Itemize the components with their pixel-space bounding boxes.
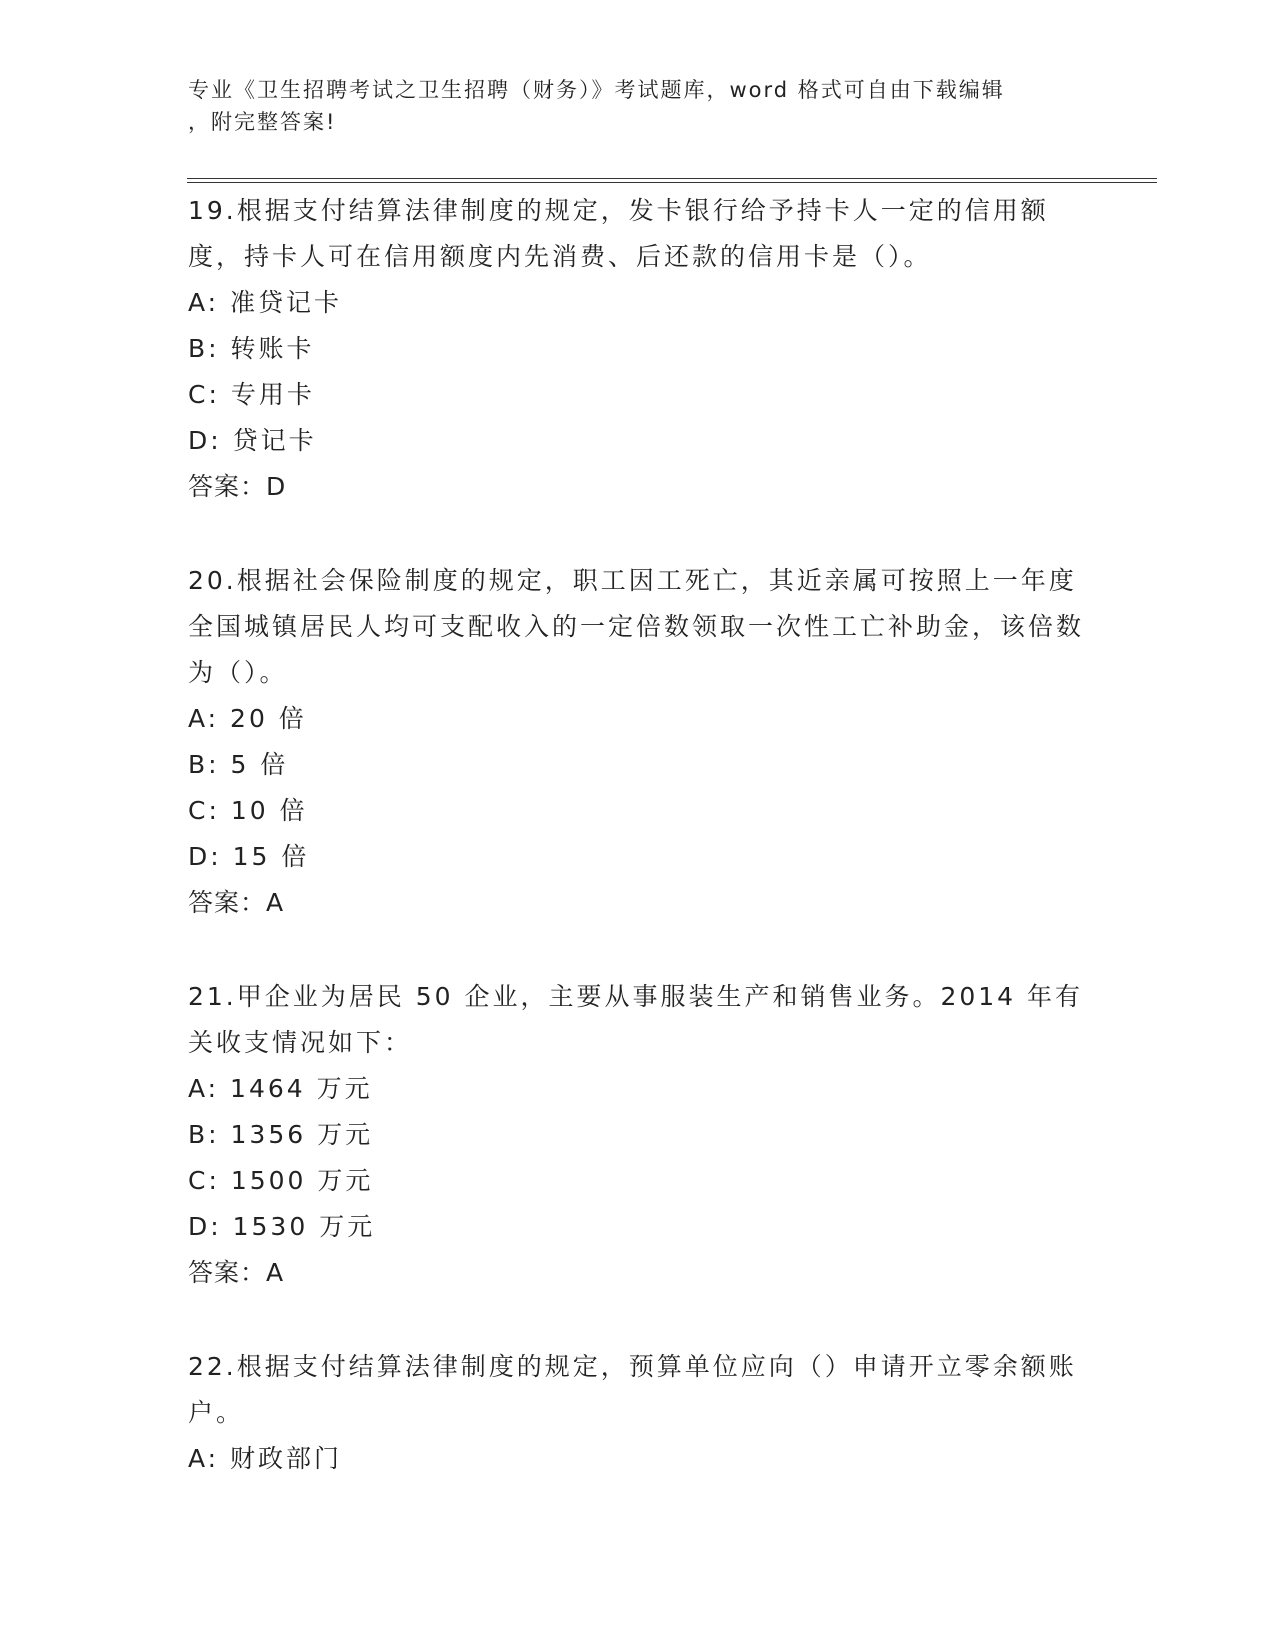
option-c: C: 专用卡 (188, 380, 315, 409)
option-a: A: 20 倍 (188, 704, 307, 733)
header-line-2: ，附完整答案! (188, 110, 337, 134)
option-a: A: 财政部门 (188, 1444, 343, 1473)
option-d: D: 15 倍 (188, 842, 310, 871)
answer-line: 答案：D (188, 472, 287, 501)
option-c: C: 1500 万元 (188, 1166, 374, 1195)
header-divider (187, 178, 1157, 183)
question-22 (188, 1344, 1088, 1482)
question-text: 19.根据支付结算法律制度的规定，发卡银行给予持卡人一定的信用额度，持卡人可在信用额度内先消费、后还款的信用卡是（）。 (188, 196, 1049, 271)
option-a: A: 1464 万元 (188, 1074, 373, 1103)
question-21 (188, 974, 1088, 1296)
option-a: A: 准贷记卡 (188, 288, 343, 317)
answer-line: 答案：A (188, 888, 285, 917)
option-d: D: 贷记卡 (188, 426, 317, 455)
option-b: B: 1356 万元 (188, 1120, 374, 1149)
header-line-1: 专业《卫生招聘考试之卫生招聘（财务）》考试题库，word 格式可自由下载编辑 (188, 78, 1005, 102)
option-d: D: 1530 万元 (188, 1212, 376, 1241)
question-19 (188, 188, 1088, 510)
question-text: 20.根据社会保险制度的规定，职工因工死亡，其近亲属可按照上一年度全国城镇居民人均可支配收入的一定倍数领取一次性工亡补助金，该倍数为（）。 (188, 566, 1085, 687)
answer-line: 答案：A (188, 1258, 285, 1287)
document-header (188, 74, 1088, 138)
question-list (188, 188, 1088, 1530)
question-text: 22.根据支付结算法律制度的规定，预算单位应向（）申请开立零余额账户。 (188, 1352, 1077, 1427)
option-b: B: 5 倍 (188, 750, 289, 779)
option-b: B: 转账卡 (188, 334, 315, 363)
question-20 (188, 558, 1088, 926)
option-c: C: 10 倍 (188, 796, 308, 825)
question-text: 21.甲企业为居民 50 企业，主要从事服装生产和销售业务。2014 年有关收支情况如下： (188, 982, 1084, 1057)
